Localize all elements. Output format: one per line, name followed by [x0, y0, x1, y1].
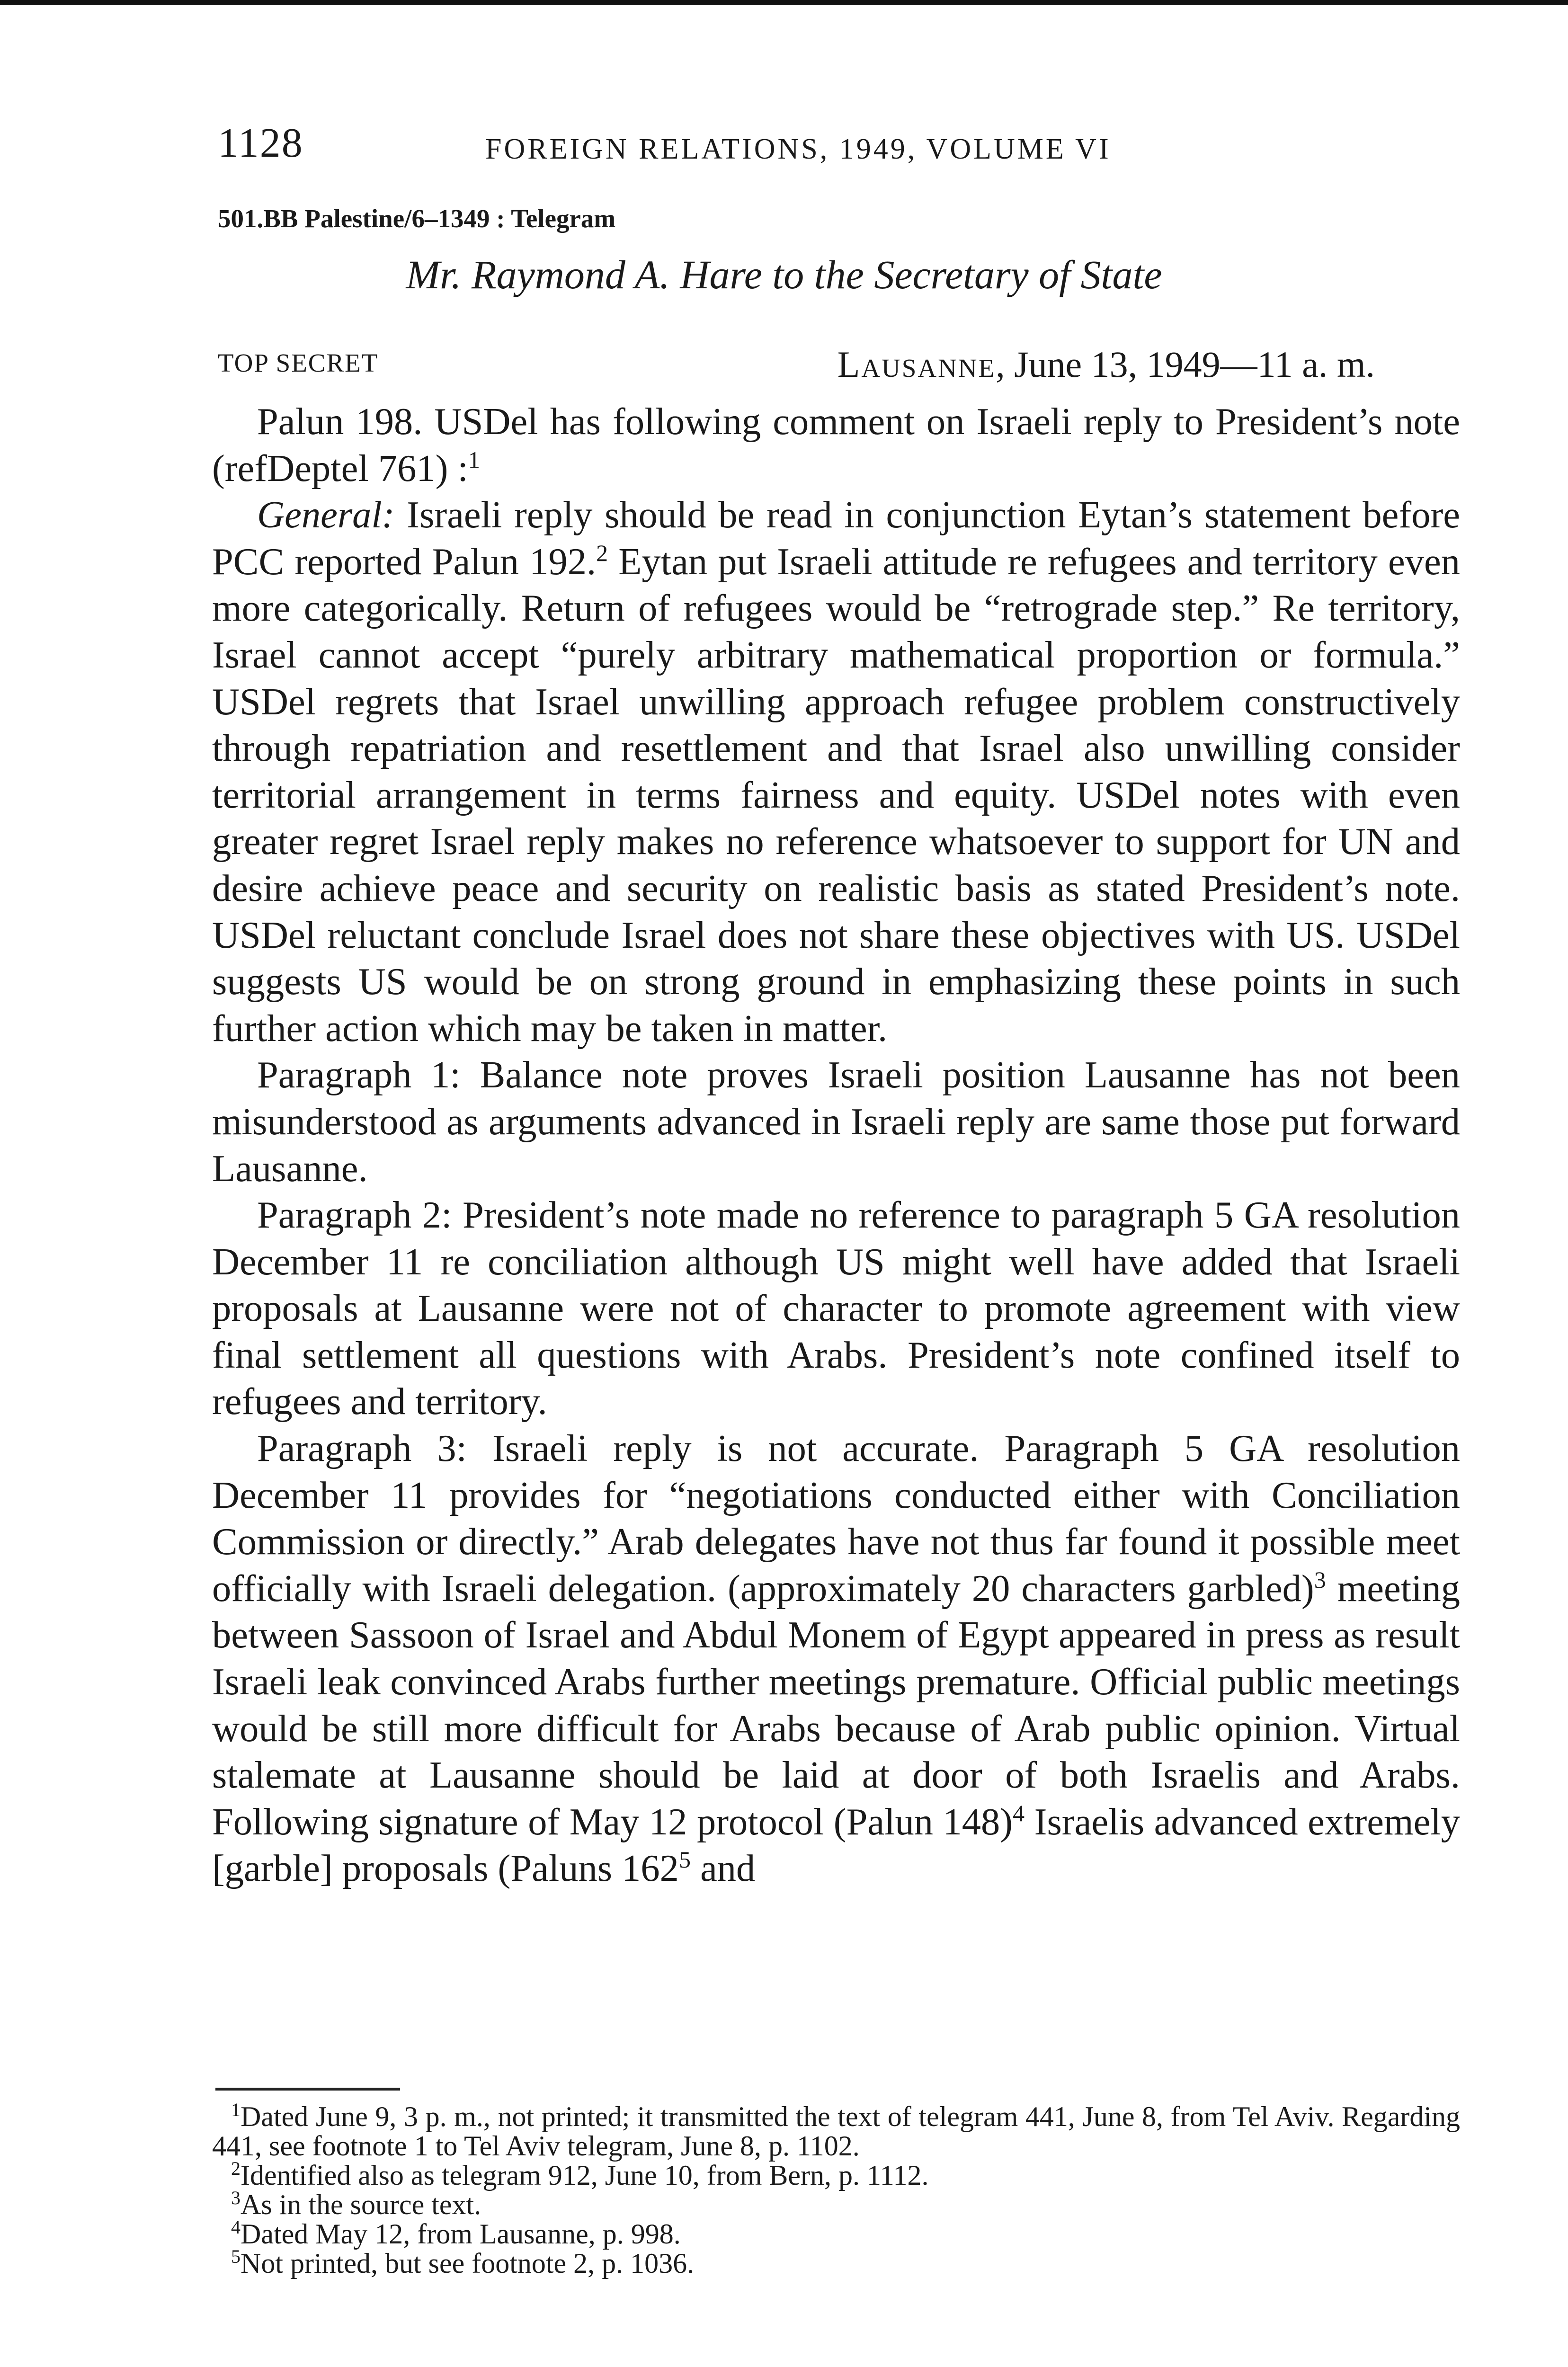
paragraph-2: Paragraph 2: President’s note made no reference to paragraph 5 GA resolution December 11 re conciliation although US might well have added that Israeli proposals at Lausanne were not of character to promote agreement with view final settlement all questions with Arabs. President’s note confined itself to refugees and territory. [212, 1194, 1460, 1423]
paragraph-general-text-2: Eytan put Israeli attitude re refugees and territory even more categorically. Return of refugees would be “retrograde step.” Re territory, Israel cannot accept “purely arbitrary mathematical proportion or formula.” USDel regrets that Israel unwilling approach refugee problem constructively through repatriation and resettlement and that Israel also unwilling consider territorial arrangement in terms fairness and equity. USDel notes with even greater regret Israel reply makes no reference whatsoever to support for UN and desire achieve peace and security on realistic basis as stated President’s note. USDel reluctant conclude Israel does not share these objectives with US. USDel suggests US would be on strong ground in emphasizing these points in such further action which may be taken in matter. [212, 540, 1460, 1050]
top-border [0, 0, 1568, 5]
footnote-text: Identified also as telegram 912, June 10, from Bern, p. 1112. [241, 2160, 929, 2191]
paragraph-1: Paragraph 1: Balance note proves Israeli position Lausanne has not been misunderstood as arguments advanced in Israeli reply are same those put forward Lausanne. [212, 1054, 1460, 1190]
footnote-ref: 3 [1314, 1566, 1326, 1593]
running-header [218, 117, 1496, 174]
paragraph-intro-text: Palun 198. USDel has following comment on Israeli reply to President’s note (refDeptel 761) : [212, 400, 1460, 489]
page-number: 1128 [218, 120, 303, 166]
footnote [212, 2246, 1460, 2279]
telegram-body [212, 399, 1460, 1892]
dateline-place: Lausanne [837, 344, 996, 385]
footnote-mark: 2 [231, 2158, 241, 2179]
footnote-mark: 3 [231, 2187, 241, 2208]
footnote-divider [215, 2088, 400, 2091]
footnote [212, 2158, 1460, 2191]
paragraph-intro [212, 399, 1460, 492]
running-title: FOREIGN RELATIONS, 1949, VOLUME VI [485, 133, 1111, 165]
dateline [837, 341, 1375, 388]
footnote [212, 2099, 1460, 2162]
footnotes [212, 2099, 1460, 2279]
classification-label: TOP SECRET [218, 348, 379, 377]
footnote-ref: 2 [596, 539, 608, 566]
footnote-ref: 1 [468, 446, 480, 473]
footnote-ref: 5 [678, 1846, 691, 1873]
footnote-text: As in the source text. [241, 2189, 481, 2220]
footnote [212, 2216, 1460, 2250]
footnote-mark: 1 [231, 2099, 241, 2120]
paragraph-3-text-2: meeting between Sassoon of Israel and Abdul Monem of Egypt appeared in press as result Israeli leak convinced Arabs further meetings premature. Official public meetings would be still more difficult for Arabs because of Arab public opinion. Virtual stalemate at Lausanne should be laid at door of both Israelis and Arabs. Following signature of May 12 protocol (Palun 148) [212, 1567, 1460, 1843]
document-title: Mr. Raymond A. Hare to the Secretary of State [406, 252, 1162, 297]
paragraph-general-text-1: Israeli reply should be read in conjunction Eytan’s statement before PCC reported Palun 192. [212, 494, 1460, 583]
footnote-text: Not printed, but see footnote 2, p. 1036. [241, 2248, 695, 2279]
footnote-ref: 4 [1013, 1799, 1025, 1826]
paragraph-3-text-4: and [690, 1847, 756, 1890]
dateline-time: , June 13, 1949—11 a. m. [996, 344, 1375, 385]
footnote-text: Dated May 12, from Lausanne, p. 998. [241, 2218, 681, 2250]
footnote-mark: 5 [231, 2246, 241, 2267]
file-reference: 501.BB Palestine/6–1349 : Telegram [218, 204, 616, 233]
paragraph-3 [212, 1425, 1460, 1892]
footnote-mark: 4 [231, 2216, 241, 2238]
paragraph-3-text-1: Paragraph 3: Israeli reply is not accurate. Paragraph 5 GA resolution December 11 provides for “negotiations conducted either with Conciliation Commission or directly.” Arab delegates have not thus far found it possible meet officially with Israeli delegation. (approximately 20 characters garbled) [212, 1427, 1460, 1610]
footnote-text: Dated June 9, 3 p. m., not printed; it transmitted the text of telegram 441, June 8, from Tel Aviv. Regarding 441, see footnote 1 to Tel Aviv telegram, June 8, p. 1102. [212, 2101, 1460, 2162]
paragraph-3-text-3: Israelis advanced extremely [garble] proposals (Paluns 162 [212, 1800, 1460, 1890]
paragraph-lead: General: [257, 494, 395, 536]
footnote [212, 2187, 1460, 2220]
paragraph-general [212, 492, 1460, 1052]
